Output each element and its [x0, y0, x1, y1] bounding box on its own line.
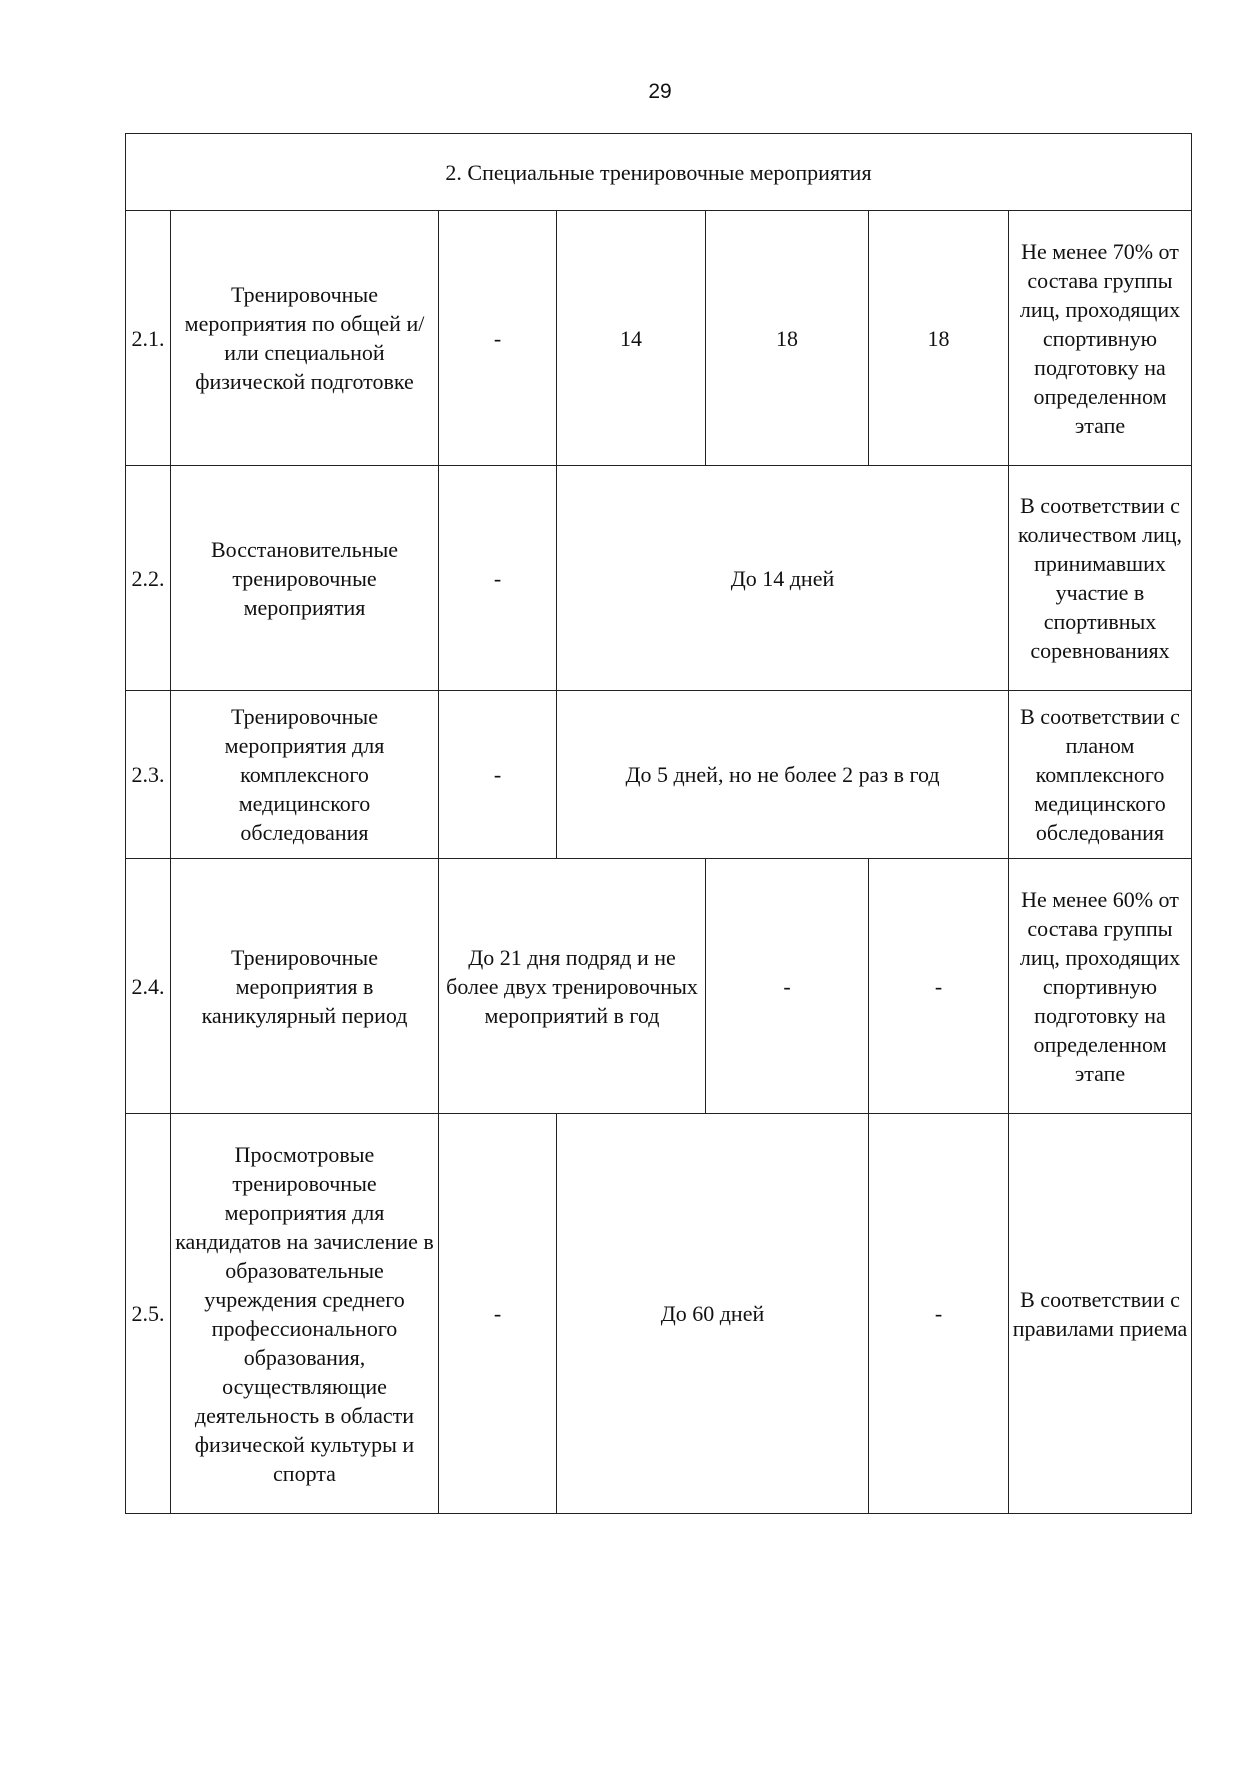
event-name: Тренировочные мероприятия в каникулярный период — [171, 859, 439, 1114]
table-row — [126, 1114, 1192, 1514]
event-name: Просмотровые тренировочные мероприятия для кандидатов на зачисление в образовательные учреждения среднего профессионального образования, осуществляющие деятельность в области физической культуры и спорта — [171, 1114, 439, 1514]
page-number: 29 — [648, 80, 672, 103]
note-cell: В соответствии с планом комплексного медицинского обследования — [1009, 691, 1192, 859]
training-events-table — [125, 133, 1192, 1514]
table-row — [126, 466, 1192, 691]
table-row — [126, 691, 1192, 859]
row-number: 2.2. — [126, 466, 171, 691]
note-cell: Не менее 60% от состава группы лиц, проходящих спортивную подготовку на определенном этапе — [1009, 859, 1192, 1114]
merged-value-cell: До 60 дней — [557, 1114, 869, 1514]
row-number: 2.4. — [126, 859, 171, 1114]
value-cell: - — [439, 211, 557, 466]
table-row — [126, 859, 1192, 1114]
note-cell: В соответствии с правилами приема — [1009, 1114, 1192, 1514]
event-name: Тренировочные мероприятия для комплексного медицинского обследования — [171, 691, 439, 859]
merged-value-cell: До 21 дня подряд и не более двух тренировочных мероприятий в год — [439, 859, 706, 1114]
event-name: Восстановительные тренировочные мероприятия — [171, 466, 439, 691]
value-cell: - — [869, 859, 1009, 1114]
row-number: 2.3. — [126, 691, 171, 859]
row-number: 2.5. — [126, 1114, 171, 1514]
value-cell: 14 — [557, 211, 706, 466]
value-cell: - — [439, 691, 557, 859]
section-title: 2. Специальные тренировочные мероприятия — [126, 134, 1192, 211]
value-cell: - — [439, 1114, 557, 1514]
section-header-row — [126, 134, 1192, 211]
event-name: Тренировочные мероприятия по общей и/или специальной физической подготовке — [171, 211, 439, 466]
note-cell: В соответствии с количеством лиц, принимавших участие в спортивных соревнованиях — [1009, 466, 1192, 691]
value-cell: - — [706, 859, 869, 1114]
note-cell: Не менее 70% от состава группы лиц, проходящих спортивную подготовку на определенном этапе — [1009, 211, 1192, 466]
merged-value-cell: До 14 дней — [557, 466, 1009, 691]
value-cell: - — [869, 1114, 1009, 1514]
merged-value-cell: До 5 дней, но не более 2 раз в год — [557, 691, 1009, 859]
value-cell: - — [439, 466, 557, 691]
value-cell: 18 — [706, 211, 869, 466]
value-cell: 18 — [869, 211, 1009, 466]
row-number: 2.1. — [126, 211, 171, 466]
table-row — [126, 211, 1192, 466]
